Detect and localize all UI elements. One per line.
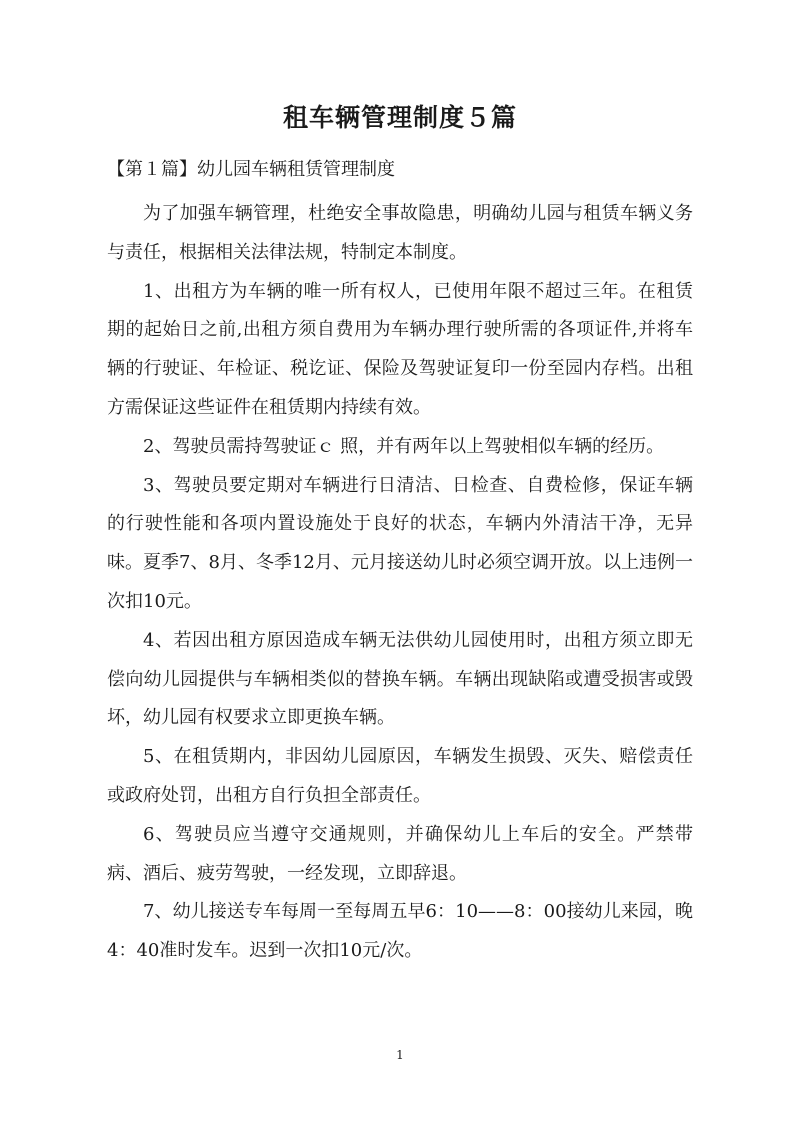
section-heading: 【第１篇】幼儿园车辆租赁管理制度 bbox=[107, 159, 395, 180]
paragraph-item-3: 3、驾驶员要定期对车辆进行日清洁、日检查、自费检修，保证车辆的行驶性能和各项内置设施处于良好的状态，车辆内外清洁干净，无异味。夏季7、8月、冬季12月、元月接送幼儿时必须空调开放。以上违例一次扣10元。 bbox=[107, 474, 693, 612]
document-title: 租车辆管理制度５篇 bbox=[282, 103, 517, 132]
document-body bbox=[107, 195, 693, 971]
paragraph-item-6: 6、驾驶员应当遵守交通规则，并确保幼儿上车后的安全。严禁带病、酒后、疲劳驾驶，一经发现，立即辞退。 bbox=[107, 823, 693, 884]
paragraph-item-5: 5、在租赁期内，非因幼儿园原因，车辆发生损毁、灭失、赔偿责任或政府处罚，出租方自行负担全部责任。 bbox=[107, 746, 693, 806]
page-number: 1 bbox=[396, 1048, 404, 1062]
paragraph-item-4: 4、若因出租方原因造成车辆无法供幼儿园使用时，出租方须立即无偿向幼儿园提供与车辆相类似的替换车辆。车辆出现缺陷或遭受损害或毁坏，幼儿园有权要求立即更换车辆。 bbox=[107, 629, 693, 729]
paragraph-item-1: 1、出租方为车辆的唯一所有权人，已使用年限不超过三年。在租赁期的起始日之前,出租方须自费用为车辆办理行驶所需的各项证件,并将车辆的行驶证、年检证、税讫证、保险及驾驶证复印一份至园内存档。出租方需保证这些证件在租赁期内持续有效。 bbox=[107, 280, 693, 418]
paragraph-item-2: 2、驾驶员需持驾驶证ｃ 照，并有两年以上驾驶相似车辆的经历。 bbox=[143, 435, 665, 457]
paragraph-item-7: 7、幼儿接送专车每周一至每周五早6：10——8：00接幼儿来园，晚4：40准时发车。迟到一次扣10元/次。 bbox=[107, 901, 693, 962]
paragraph-intro: 为了加强车辆管理，杜绝安全事故隐患，明确幼儿园与租赁车辆义务与责任，根据相关法律法规，特制定本制度。 bbox=[107, 203, 693, 263]
